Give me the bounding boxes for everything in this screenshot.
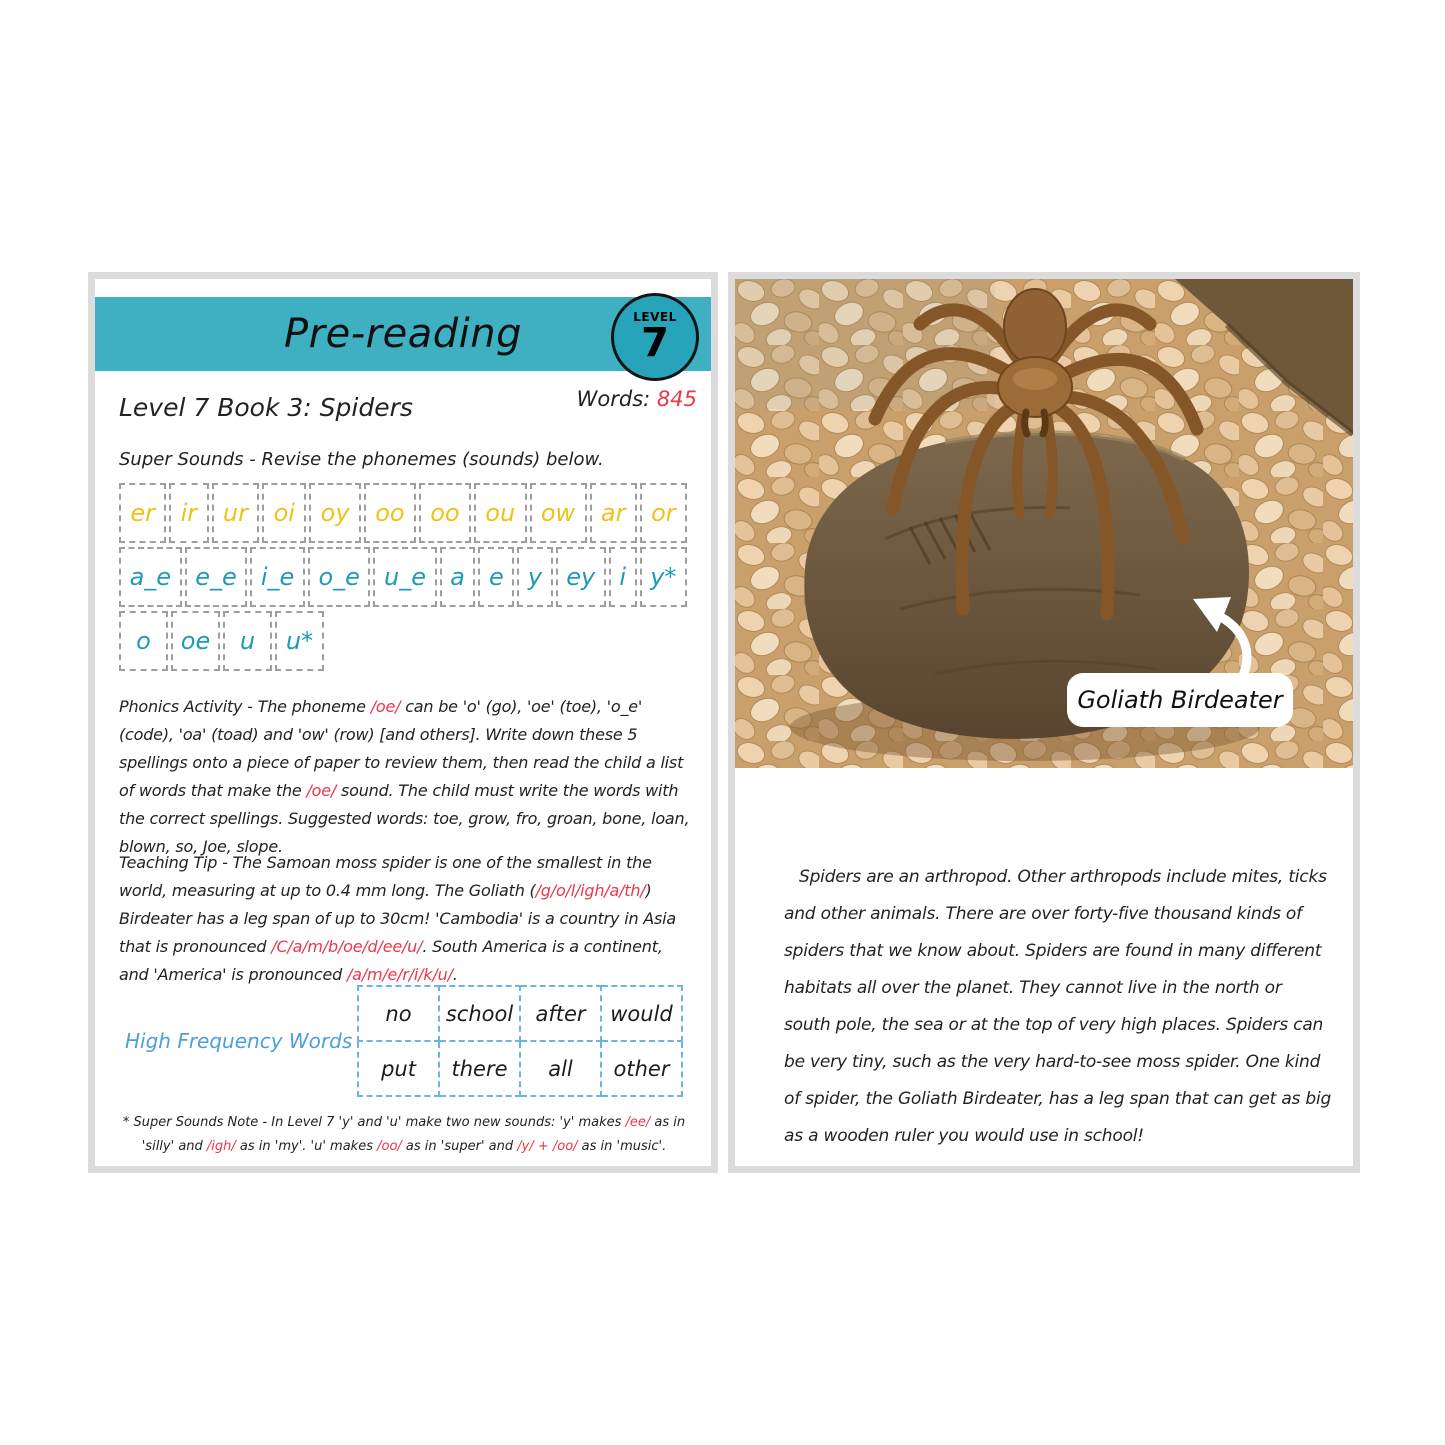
left-page [88,272,718,1173]
teaching-tip-paragraph [119,849,691,989]
words-count: 845 [656,387,697,411]
high-frequency-words-table [357,985,683,1097]
phoneme-row-2 [119,547,687,607]
book-title: Level 7 Book 3: Spiders [119,393,413,422]
words-label: Words: [576,387,651,411]
phoneme-cell: i_e [250,547,305,607]
text-segment: . [452,965,458,984]
text-segment: sound. The child must write the words with the correct spellings. Suggested words: toe, grow, fro, groan, bone, loan, blown, so, Joe, slope. [119,781,690,856]
page-title: Pre-reading [284,311,522,357]
phoneme-cell: i [609,547,637,607]
goliath-birdeater-label: Goliath Birdeater [1067,673,1293,727]
phoneme-cell: o [119,611,168,671]
text-segment: as in 'my'. 'u' makes [235,1139,378,1154]
hfw-cell: all [520,1041,601,1096]
text-segment: /a/m/e/r/i/k/u/ [346,965,453,984]
text-segment: * Super Sounds Note - In Level 7 'y' and 'u' make two new sounds: 'y' makes [122,1115,626,1130]
hfw-cell: school [439,986,520,1041]
super-sounds-intro: Super Sounds - Revise the phonemes (sounds) below. [119,449,604,470]
text-segment: Teaching Tip - The Samoan moss spider is one of the smallest in the world, measuring at up to 0.4 mm long. The Goliath ( [119,853,652,900]
right-page [728,272,1360,1173]
text-segment: as in 'silly' and [141,1115,686,1154]
words-count-line [577,387,697,411]
phonics-activity-paragraph [119,693,691,861]
level-badge [611,293,699,381]
spiders-paragraph: Spiders are an arthropod. Other arthropods include mites, ticks and other animals. There are over forty-five thousand kinds of spiders that we know about. Spiders are found in many different habitats all over the planet. They cannot live in the north or south pole, the sea or at the top of very high places. Spiders can be very tiny, such as the very hard-to-see moss spider. One kind of spider, the Goliath Birdeater, has a leg span that can get as big as a wooden ruler you would use in school! [784,867,1332,1146]
phoneme-cell: oo [364,483,416,543]
hfw-cell: after [520,986,601,1041]
spider-photo [735,279,1353,768]
phoneme-cell: e [478,547,514,607]
hfw-cell: no [358,986,439,1041]
hfw-cell: other [601,1041,682,1096]
phoneme-cell: y [517,547,552,607]
phoneme-cell: ou [474,483,527,543]
phoneme-row-1 [119,483,687,543]
phoneme-cell: oy [309,483,361,543]
super-sounds-footnote [115,1111,693,1159]
phoneme-cell: ur [212,483,260,543]
text-segment: /igh/ [206,1139,236,1154]
phoneme-cell: oe [171,611,220,671]
phoneme-cell: ir [169,483,208,543]
hfw-cell: put [358,1041,439,1096]
text-segment: as in 'super' and [401,1139,518,1154]
hfw-cell: would [601,986,682,1041]
phoneme-cell: a_e [119,547,182,607]
phoneme-cell: u_e [373,547,436,607]
hfw-row [358,986,682,1041]
text-segment: /ee/ [625,1115,651,1130]
hfw-cell: there [439,1041,520,1096]
text-segment: can be 'o' (go), 'oe' (toe), 'o_e' (code), 'oa' (toad) and 'ow' (row) [and others]. Write down these 5 spellings onto a piece of paper to review them, then read the child a list of words that make the [119,697,684,800]
text-segment: /g/o/l/igh/a/th/ [535,881,646,900]
phoneme-cell: er [119,483,166,543]
text-segment: /oe/ [370,697,401,716]
level-label: LEVEL [633,310,677,324]
text-segment: /y/ + /oo/ [517,1139,578,1154]
phoneme-cell: ar [590,483,637,543]
phoneme-cell: a [440,547,476,607]
phoneme-grid [119,483,687,675]
phoneme-cell: or [640,483,687,543]
phoneme-cell: ey [556,547,606,607]
text-segment: ) Birdeater has a leg span of up to 30cm! 'Cambodia' is a country in Asia that is pronounced [119,881,677,956]
hfw-row [358,1041,682,1096]
phoneme-cell: e_e [185,547,248,607]
phoneme-cell: o_e [308,547,371,607]
phoneme-cell: oo [419,483,471,543]
text-segment: /oe/ [306,781,337,800]
text-segment: /oo/ [377,1139,402,1154]
phoneme-row-3 [119,611,687,671]
text-segment: . South America is a continent, and 'America' is pronounced [119,937,663,984]
phoneme-cell: oi [262,483,306,543]
level-number: 7 [641,320,669,366]
phoneme-cell: ow [530,483,587,543]
text-segment: as in 'music'. [577,1139,667,1154]
high-frequency-words-label: High Frequency Words [125,1029,353,1053]
phoneme-cell: u [223,611,272,671]
text-segment: Phonics Activity - The phoneme [119,697,371,716]
phoneme-cell: u* [275,611,324,671]
phoneme-cell: y* [640,547,687,607]
text-segment: /C/a/m/b/oe/d/ee/u/ [271,937,423,956]
